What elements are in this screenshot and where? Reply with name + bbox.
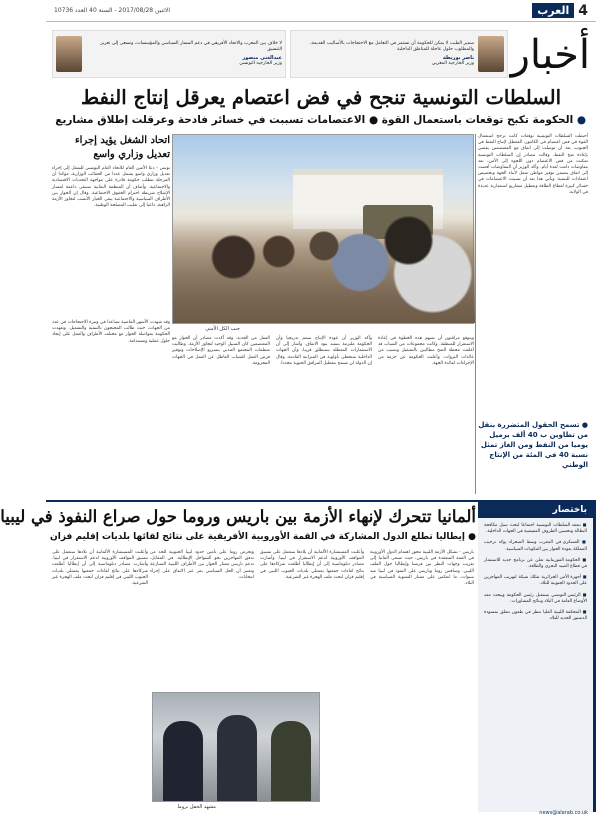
side-story-title: اتحاد الشغل يؤيد إجراء تعديل وزاري واسع [74, 135, 170, 160]
highlight-callout [478, 420, 588, 470]
main-subheadline [56, 114, 586, 126]
bullet-icon: ● [573, 114, 586, 126]
quote-name: ناصر بوريطة [442, 55, 474, 61]
brief-item: ■ الرئيس التونسي يستقبل رئيس الحكومة ويبحث معه الأوضاع العامة في البلاد ونتائج المشاورات. [484, 592, 587, 605]
page-number: 4 [578, 2, 588, 19]
article-column-center-a: ويتوقع مراقبون أن تسهم هذه الخطوة في إعادة الاستقرار للمنطقة. وكانت مجموعات من الشباب قد أغلقت محطة الضخ مطالبين بالتشغيل ونصيب من عائدات الثروات. وأعلنت الحكومة عن حزمة من الإجراءات لفائدة الجهة. [378, 336, 474, 366]
briefs-list [478, 518, 593, 630]
photo-caption: جنب الكل الأمني [205, 326, 240, 332]
section-header [46, 26, 596, 82]
side-story-text: تونس - دعا الأمين العام للاتحاد العام التونسي للشغل إلى إجراء تعديل وزاري واسع يشمل عددا من الحقائب الوزارية، مؤكدا أن المرحلة تتطلب حكومة قادرة على مواجهة التحديات الاقتصادية والاجتماعية. وأضاف أن المنظمة النقابية ستبقى داعمة لمسار الإصلاح شريطة احترام الحقوق الاجتماعية. وقال إن الحوار بين الأطراف السياسية والاجتماعية يبقى الخيار الأنسب لتجاوز الأزمة الراهنة، داعيا إلى تغليب المصلحة الوطنية. [52, 166, 170, 209]
subhead-text: إيطاليا تطلع الدول المشاركة في القمة الأوروبية الأفريقية على نتائج لقائها بلديات إقليم فزان [50, 532, 465, 542]
quote-box-left [52, 30, 286, 78]
article2-column-1: باريس - تشكل الأزمة الليبية محور اهتمام الدول الأوروبية في القمة المنعقدة في باريس، حيث تسعى ألمانيا إلى تقريب وجهات النظر بين فرنسا وإيطاليا حول الملف الليبي. وتتنافس روما وباريس على النفوذ في ليبيا منذ سنوات، ما انعكس على مسار التسوية السياسية في البلاد. [370, 550, 474, 587]
second-headline: ألمانيا تتحرك لإنهاء الأزمة بين باريس وروما حول صراع النفوذ في ليبيا [0, 507, 476, 526]
issue-line: الاثنين 2017/08/28 - السنة 40 العدد 10736 [54, 7, 170, 14]
masthead [532, 3, 588, 19]
quote-name: عبدالغني منصور [242, 55, 282, 61]
brief-item: ■ العسكري في المغرب وسط الصحراء يؤكد ترحيب المملكة بعودة الحوار بين المكونات السياسية. [484, 539, 587, 552]
bullet-icon: ● [579, 421, 588, 429]
protest-photo [172, 134, 474, 324]
briefs-title: باختصار [478, 502, 593, 518]
photo-caption: مشهد الحفل بروما [177, 804, 216, 810]
section-title: أخبار [510, 32, 590, 78]
photo-person [271, 721, 311, 801]
brief-item: ■ الحكومة الموريتانية تعلن عن برنامج جديد للاستثمار في قطاع الصيد البحري والطاقة. [484, 557, 587, 570]
quote-role: وزير الخارجية التونسي [239, 61, 282, 66]
leaders-photo [152, 692, 320, 802]
article2-column-2: وأعلنت المستشارة الألمانية أن بلادها ستعمل على تنسيق المواقف الأوروبية لدعم الاستقرار في ليبيا. وأشارت مصادر دبلوماسية إلى أن إيطاليا أطلعت شركاءها على نتائج لقاءات جمعتها بممثلي بلديات الجنوب الليبي في إقليم فزان لبحث ملف الهجرة غير الشرعية. [260, 550, 364, 580]
subhead-text: الحكومة تكبح توقعات باستعمال القوة ● الاعتصامات تسببت في خسائر فادحة وعرقلت إطلاق مشاريع [55, 114, 574, 126]
brief-item: ■ تنعقد السلطات التونسية اجتماعا لبحث سبل مكافحة البطالة وتحسين الظروف المعيشية في الجهات الداخلية. [484, 522, 587, 535]
bullet-icon: ● [465, 532, 476, 542]
side-story [52, 134, 170, 500]
photo-person [217, 715, 257, 801]
article-column-center-b: وأكد الوزير أن عودة الإنتاج ستتم تدريجيا وأن الحكومة ملتزمة بتنفيذ بنود الاتفاق. وأشار إلى أن الاستثمارات المعطلة ستنطلق قريبا، وأن الجهات الداخلية ستحظى بأولوية في الميزانية القادمة. وقال إن الدولة لن تسمح بتعطيل المرافق الحيوية مجددا. [276, 336, 372, 366]
column-divider [475, 134, 476, 494]
quote-portrait-image [56, 36, 82, 72]
article-column-right: أحبطت السلطات التونسية توقعات كانت ترجح استعمال القوة في فض اعتصام في الكامور، المعطل لإنتاج النفط في الجنوب، بعد أن توصلت إلى اتفاق مع المعتصمين يقضي بإعادة ضخ النفط. وقالت مصادر إن السلطات التونسية تمكنت من فض الاعتصام دون اللجوء إلى الأمن، بعد مفاوضات دامت لعدة أيام. وأكد الوزير أن المفاوضات أفضت إلى اتفاق يتضمن توفير مواطن شغل لأبناء الجهة وتخصيص اعتمادات للتنمية. ويأتي هذا بعد أن تسببت الاعتصامات في خسائر كبيرة لقطاع الطاقة وتعطيل مشاريع استثمارية عديدة في الولاية. [478, 134, 588, 195]
second-subheadline [50, 532, 476, 542]
footer-email[interactable]: news@alarab.co.uk [539, 810, 588, 816]
quote-box-right [290, 30, 508, 78]
main-headline: السلطات التونسية تنجح في فض اعتصام يعرقل إنتاج النفط [81, 86, 561, 109]
briefs-sidebar [478, 502, 596, 812]
article-column-center-c: العمل من الجديد، وقد أكدت مصادر أن الحوار مع المعتصمين كان السبيل الوحيد لتجاوز الأزمة. وطالبت منظمات المجتمع المدني بتسريع الإصلاحات وتوفير فرص العمل للشباب العاطل عن العمل في الجهات المحرومة. [172, 336, 270, 366]
brief-item: ■ أجهزة الأمن الجزائرية تفكك شبكة لتهريب المهاجرين على الحدود الجنوبية للبلاد. [484, 574, 587, 587]
article2-column-3: وتحرص روما على تأمين حدود ليبيا الجنوبية للحد من تدفق المهاجرين نحو السواحل الإيطالية. في المقابل، تدعم باريس مسار الحوار بين الأطراف الليبية المتنازعة وتعتبر أن الحل السياسي يمر عبر الاتفاق على إجراء انتخابات. [150, 550, 254, 580]
highlight-text: تسمح الحقول المتضررة بنقل من تطاوين ب 40 ألف برميل يوميا من النفط ومن الغاز تمثل نسبة 40 في المئة من الإنتاج الوطني [478, 421, 588, 469]
article-column-left: وقد شهدت الأشهر الماضية تصاعدا في وتيرة الاحتجاجات في عدد من الجهات، حيث طالب المحتجون بالتنمية والتشغيل. وتعهدت الحكومة بمواصلة الحوار مع مختلف الأطراف والعمل على إيجاد حلول عملية ومستدامة. [52, 320, 170, 344]
quote-role: وزير الخارجية المغربي [431, 61, 474, 66]
photo-crowd [173, 213, 475, 323]
brief-item: ■ المحكمة الليبية العليا تنظر في طعون تتعلق بمسودة الدستور الجديد للبلاد. [484, 609, 587, 622]
article2-column-4: وأعلنت المستشارة الألمانية أن بلادها ستعمل على تنسيق المواقف الأوروبية لدعم الاستقرار في ليبيا. وأشارت مصادر دبلوماسية إلى أن إيطاليا أطلعت شركاءها على نتائج لقاءات جمعتها بممثلي بلديات الجنوب الليبي في إقليم فزان لبحث ملف الهجرة غير الشرعية. [52, 550, 148, 587]
photo-person [163, 721, 203, 801]
quote-portrait-image [478, 36, 504, 72]
newspaper-logo: العرب [532, 3, 574, 18]
quote-text: لا خلاف بين المغرب والاتحاد الأفريقي في دعم المسار السياسي والمؤسسات، ونسعى إلى تعزيز التنسيق [100, 41, 282, 52]
quote-text: سمير الطيب لا يمكن للحكومة أن تستمر في التعامل مع الاحتجاجات بالأساليب القديمة، والمطلوب حلول عاجلة للمناطق الداخلية [310, 41, 474, 52]
top-bar [46, 0, 596, 22]
